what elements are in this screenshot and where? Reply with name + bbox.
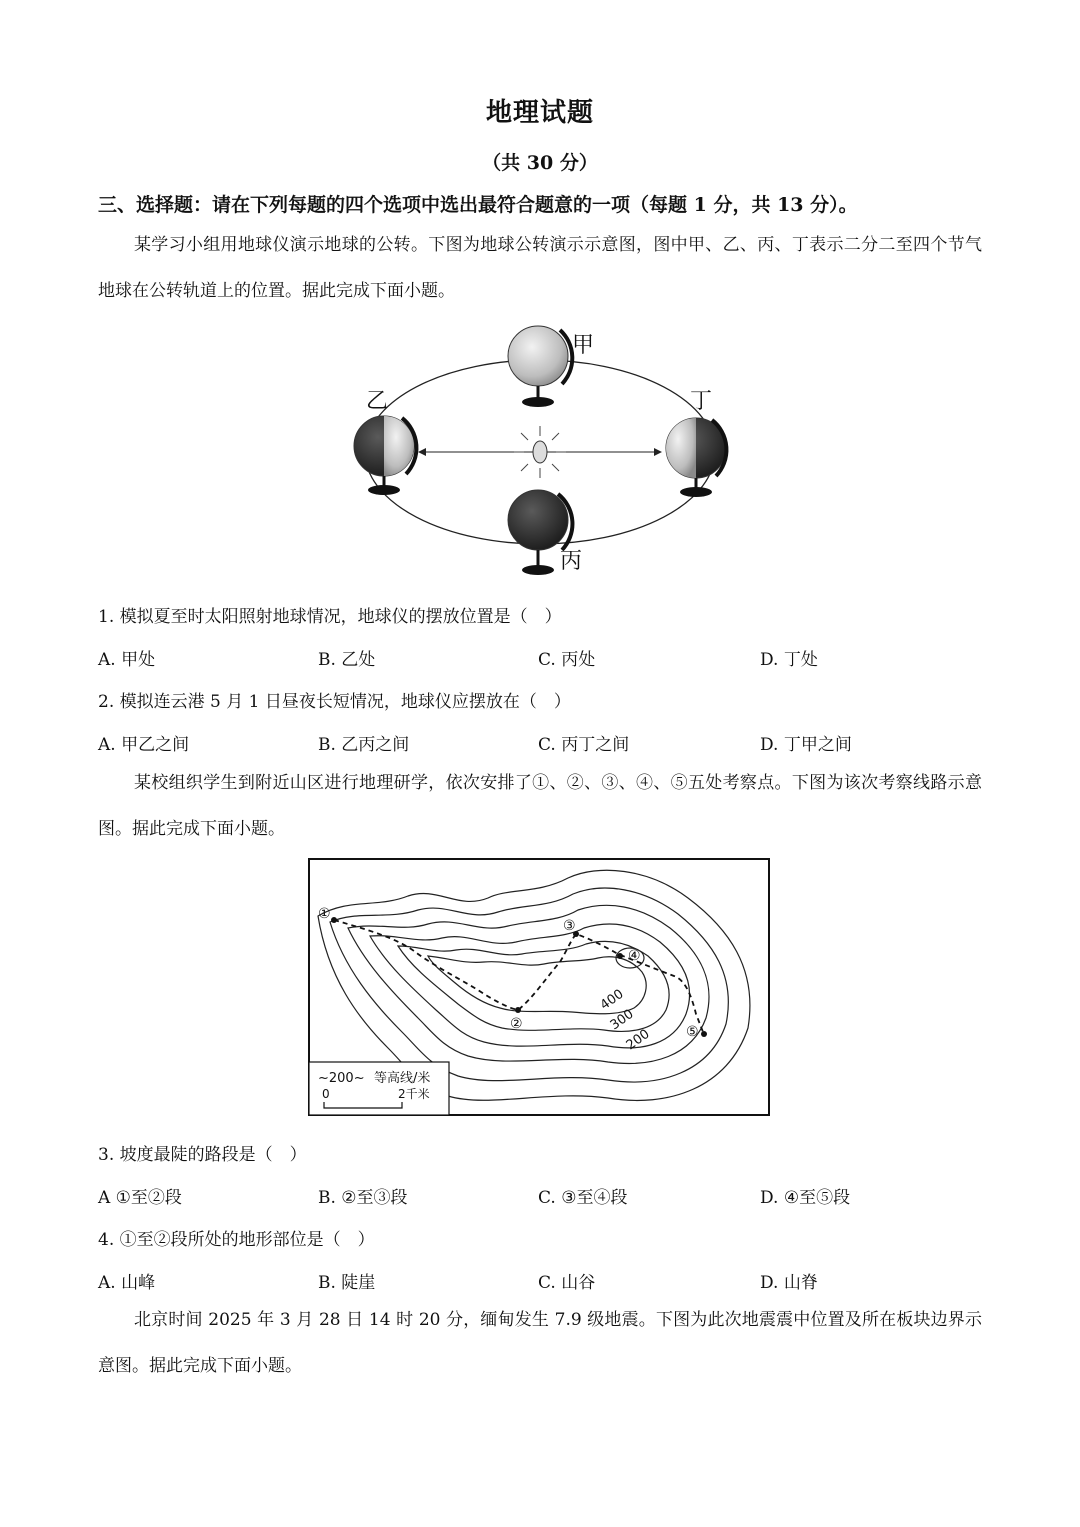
- contour-label-300: 300: [607, 1006, 637, 1034]
- section-heading: 三、选择题：请在下列每题的四个选项中选出最符合题意的一项（每题 1 分，共 13 分）。: [98, 194, 858, 216]
- point-3: ③: [563, 918, 576, 934]
- q2-option-b[interactable]: B. 乙丙之间: [318, 735, 410, 755]
- q1-option-a[interactable]: A. 甲处: [98, 650, 156, 670]
- scale-start: 0: [322, 1087, 330, 1101]
- question-1: 1. 模拟夏至时太阳照射地球情况，地球仪的摆放位置是（ ）: [98, 607, 562, 627]
- legend-label: 等高线/米: [374, 1071, 431, 1086]
- globe-ding-icon: [666, 418, 726, 497]
- question-3: 3. 坡度最陡的路段是（ ）: [98, 1145, 307, 1165]
- q3-option-c[interactable]: C. ③至④段: [538, 1188, 628, 1208]
- q3-option-d[interactable]: D. ④至⑤段: [760, 1188, 851, 1208]
- question-2: 2. 模拟连云港 5 月 1 日昼夜长短情况，地球仪应摆放在（ ）: [98, 692, 571, 712]
- q2-option-a[interactable]: A. 甲乙之间: [98, 735, 190, 755]
- passage-fieldtrip: 某校组织学生到附近山区进行地理研学，依次安排了①、②、③、④、⑤五处考察点。下图为该次考察线路示意图。据此完成下面小题。: [98, 773, 982, 839]
- passage-orbit: 某学习小组用地球仪演示地球的公转。下图为地球公转演示示意图，图中甲、乙、丙、丁表示二分二至四个节气地球在公转轨道上的位置。据此完成下面小题。: [98, 235, 982, 301]
- map-legend: [309, 1062, 449, 1115]
- label-jia: 甲: [572, 333, 595, 358]
- q1-option-b[interactable]: B. 乙处: [318, 650, 376, 670]
- q3-option-a[interactable]: A ①至②段: [98, 1188, 182, 1208]
- q4-option-d[interactable]: D. 山脊: [760, 1273, 818, 1293]
- page-title: 地理试题: [485, 98, 594, 128]
- q4-option-c[interactable]: C. 山谷: [538, 1273, 596, 1293]
- point-5: ⑤: [686, 1024, 699, 1040]
- orbit-figure: [340, 322, 740, 582]
- question-4: 4. ①至②段所处的地形部位是（ ）: [98, 1230, 375, 1250]
- label-bing: 丙: [560, 549, 583, 574]
- q2-option-d[interactable]: D. 丁甲之间: [760, 735, 852, 755]
- legend-symbol: ~200~: [318, 1071, 365, 1086]
- point-1: ①: [318, 906, 331, 922]
- sun-lamp-icon: [514, 426, 566, 478]
- scale-end: 2千米: [398, 1087, 430, 1101]
- passage-earthquake: 北京时间 2025 年 3 月 28 日 14 时 20 分，缅甸发生 7.9 级地震。下图为此次地震震中位置及所在板块边界示意图。据此完成下面小题。: [98, 1310, 982, 1376]
- q2-option-c[interactable]: C. 丙丁之间: [538, 735, 630, 755]
- score-note: （共 30 分）: [482, 152, 598, 174]
- point-4: ④: [628, 948, 641, 964]
- q1-option-d[interactable]: D. 丁处: [760, 650, 818, 670]
- point-2: ②: [510, 1016, 523, 1032]
- globe-jia-icon: [508, 326, 572, 407]
- label-ding: 丁: [690, 389, 713, 414]
- contour-label-200: 200: [623, 1026, 653, 1054]
- q4-option-b[interactable]: B. 陡崖: [318, 1273, 376, 1293]
- contour-map: [308, 858, 770, 1116]
- q4-option-a[interactable]: A. 山峰: [98, 1273, 156, 1293]
- q3-option-b[interactable]: B. ②至③段: [318, 1188, 408, 1208]
- globe-yi-icon: [354, 416, 416, 495]
- contour-label-400: 400: [597, 986, 627, 1014]
- label-yi: 乙: [366, 389, 389, 414]
- q1-option-c[interactable]: C. 丙处: [538, 650, 596, 670]
